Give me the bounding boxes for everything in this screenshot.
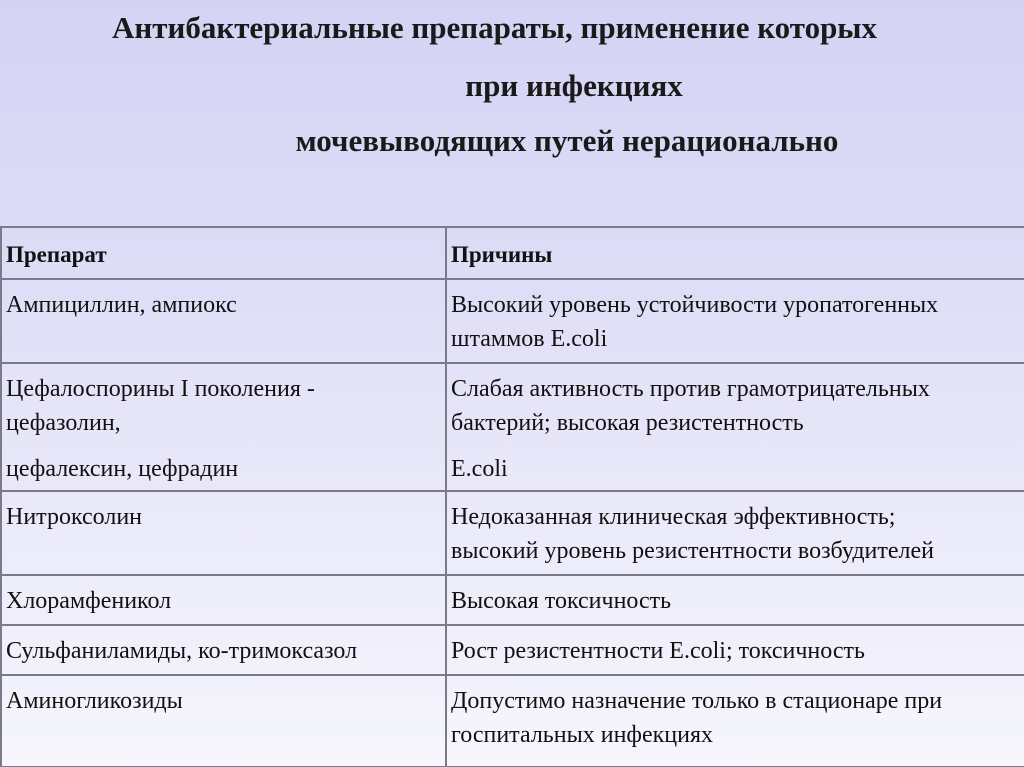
reason-cell xyxy=(446,491,1024,575)
title-line-2: при инфекциях xyxy=(465,68,683,103)
line-gap xyxy=(451,440,1024,452)
drug-text: цефазолин, xyxy=(6,410,121,436)
reason-text: высокий уровень резистентности возбудителей xyxy=(451,538,935,564)
line-gap xyxy=(6,440,441,452)
drug-text: Аминогликозиды xyxy=(6,688,183,714)
reason-text: E.coli xyxy=(451,456,508,482)
drug-text: Ампициллин, ампиокс xyxy=(6,292,237,318)
header-reason: Причины xyxy=(446,227,1024,279)
header-drug: Препарат xyxy=(1,227,446,279)
table-row xyxy=(1,491,1024,575)
reason-text: Высокий уровень устойчивости уропатогенных xyxy=(451,292,939,318)
reason-cell xyxy=(446,363,1024,491)
reason-cell xyxy=(446,575,1024,625)
reason-text: Слабая активность против грамотрицательных xyxy=(451,376,930,402)
title-line-1: Антибактериальные препараты, применение которых xyxy=(112,10,878,45)
reason-text: госпитальных инфекциях xyxy=(451,722,713,748)
reason-text: Высокая токсичность xyxy=(451,588,672,614)
drug-text: Хлорамфеникол xyxy=(6,588,172,614)
drug-cell xyxy=(1,363,446,491)
drug-text: Нитроксолин xyxy=(6,504,143,530)
reason-text: Рост резистентности E.coli; токсичность xyxy=(451,638,865,664)
reason-cell xyxy=(446,625,1024,675)
title-line-3: мочевыводящих путей нерационально xyxy=(295,123,839,158)
table-row xyxy=(1,575,1024,625)
drug-text: цефалексин, цефрадин xyxy=(6,456,239,482)
slide-title xyxy=(0,0,1024,226)
reason-cell xyxy=(446,675,1024,767)
drug-text: Цефалоспорины I поколения - xyxy=(6,376,315,402)
table-row xyxy=(1,625,1024,675)
drug-cell xyxy=(1,625,446,675)
table-row xyxy=(1,363,1024,491)
drug-cell xyxy=(1,491,446,575)
drug-cell xyxy=(1,675,446,767)
drug-table xyxy=(0,226,1024,767)
reason-text: Недоказанная клиническая эффективность; xyxy=(451,504,896,530)
drug-cell xyxy=(1,279,446,363)
reason-text: штаммов E.coli xyxy=(451,326,608,352)
reason-text: бактерий; высокая резистентность xyxy=(451,410,804,436)
table-row xyxy=(1,675,1024,767)
drug-cell xyxy=(1,575,446,625)
table-row xyxy=(1,279,1024,363)
reason-cell xyxy=(446,279,1024,363)
drug-text: Сульфаниламиды, ко-тримоксазол xyxy=(6,638,358,664)
table-header-row xyxy=(1,227,1024,279)
reason-text: Допустимо назначение только в стационаре при xyxy=(451,688,943,714)
